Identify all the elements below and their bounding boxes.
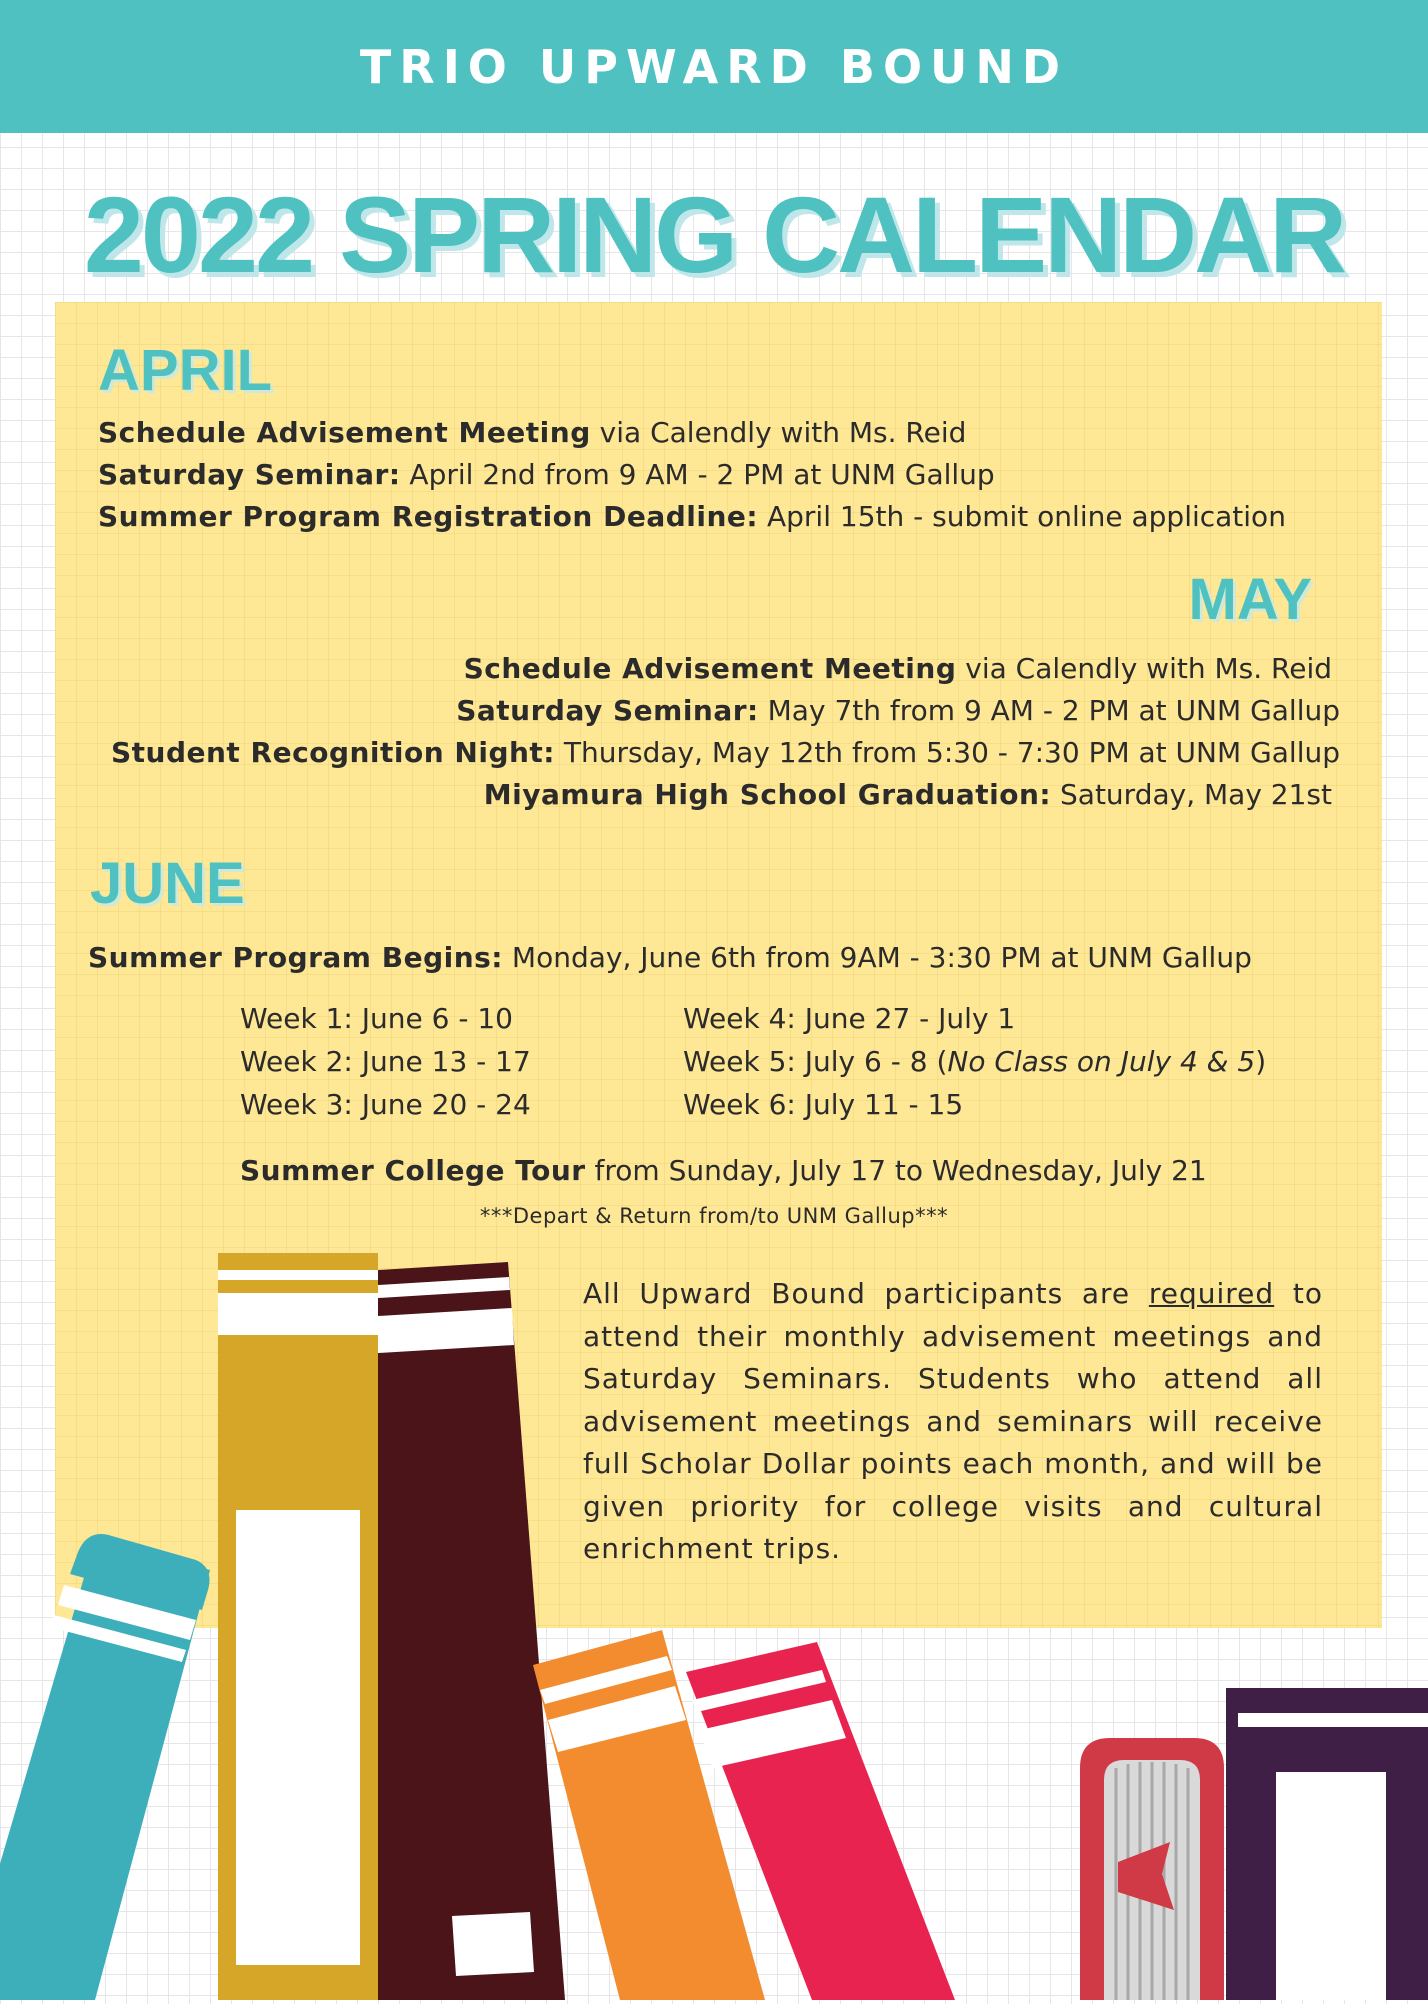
may-item-text: Thursday, May 12th from 5:30 - 7:30 PM at UNM Gallup [555, 736, 1340, 769]
week-item: Week 4: June 27 - July 1 [683, 1002, 1016, 1035]
college-tour-label: Summer College Tour [240, 1154, 586, 1187]
may-item-label: Saturday Seminar: [456, 694, 759, 727]
mustard-book [218, 1253, 378, 2000]
page-title: 2022 SPRING CALENDAR [83, 174, 1345, 295]
week-5-note: No Class on July 4 & 5 [947, 1045, 1256, 1078]
week-item: Week 2: June 13 - 17 [240, 1045, 531, 1078]
june-heading: JUNE [90, 851, 245, 916]
may-heading: MAY [1188, 567, 1312, 632]
week-item: Week 1: June 6 - 10 [240, 1002, 513, 1035]
tour-note: ***Depart & Return from/to UNM Gallup*** [479, 1204, 949, 1228]
week-5-text: Week 5: July 6 - 8 ( [683, 1045, 948, 1078]
may-item-text: via Calendly with Ms. Reid [956, 652, 1332, 685]
notice-before: All Upward Bound participants are [583, 1277, 1149, 1310]
april-item-label: Summer Program Registration Deadline: [98, 500, 759, 533]
june-program-text: Monday, June 6th from 9AM - 3:30 PM at UNM Gallup [503, 941, 1252, 974]
teal-book [0, 1534, 210, 2000]
april-item-label: Saturday Seminar: [98, 458, 401, 491]
april-item-label: Schedule Advisement Meeting [98, 416, 591, 449]
june-program-label: Summer Program Begins: [88, 941, 504, 974]
college-tour-text: from Sunday, July 17 to Wednesday, July 21 [585, 1154, 1207, 1187]
may-item-text: Saturday, May 21st [1051, 778, 1332, 811]
may-item-text: May 7th from 9 AM - 2 PM at UNM Gallup [758, 694, 1340, 727]
week-item: Week 6: July 11 - 15 [683, 1088, 964, 1121]
april-item-text: April 15th - submit online application [758, 500, 1286, 533]
april-item-text: April 2nd from 9 AM - 2 PM at UNM Gallup [400, 458, 995, 491]
may-item-label: Miyamura High School Graduation: [483, 778, 1052, 811]
may-item-label: Schedule Advisement Meeting [463, 652, 957, 685]
maroon-book [378, 1262, 565, 2000]
april-item-text: via Calendly with Ms. Reid [590, 416, 967, 449]
red-book [1080, 1738, 1224, 2000]
header-title: TRIO UPWARD BOUND [359, 39, 1069, 94]
notice-after: to attend their monthly advisement meetings and Saturday Seminars. Students who attend all advisement meetings and seminars will receive full Scholar Dollar points each month, and will be given priority for college visits and cultural enrichment trips. [583, 1277, 1323, 1565]
week-5-close: ) [1255, 1045, 1267, 1078]
notice-emphasis: required [1148, 1277, 1275, 1310]
week-item: Week 3: June 20 - 24 [240, 1088, 531, 1121]
purple-book [1226, 1688, 1428, 2000]
may-item-label: Student Recognition Night: [110, 736, 556, 769]
april-heading: APRIL [98, 338, 272, 403]
